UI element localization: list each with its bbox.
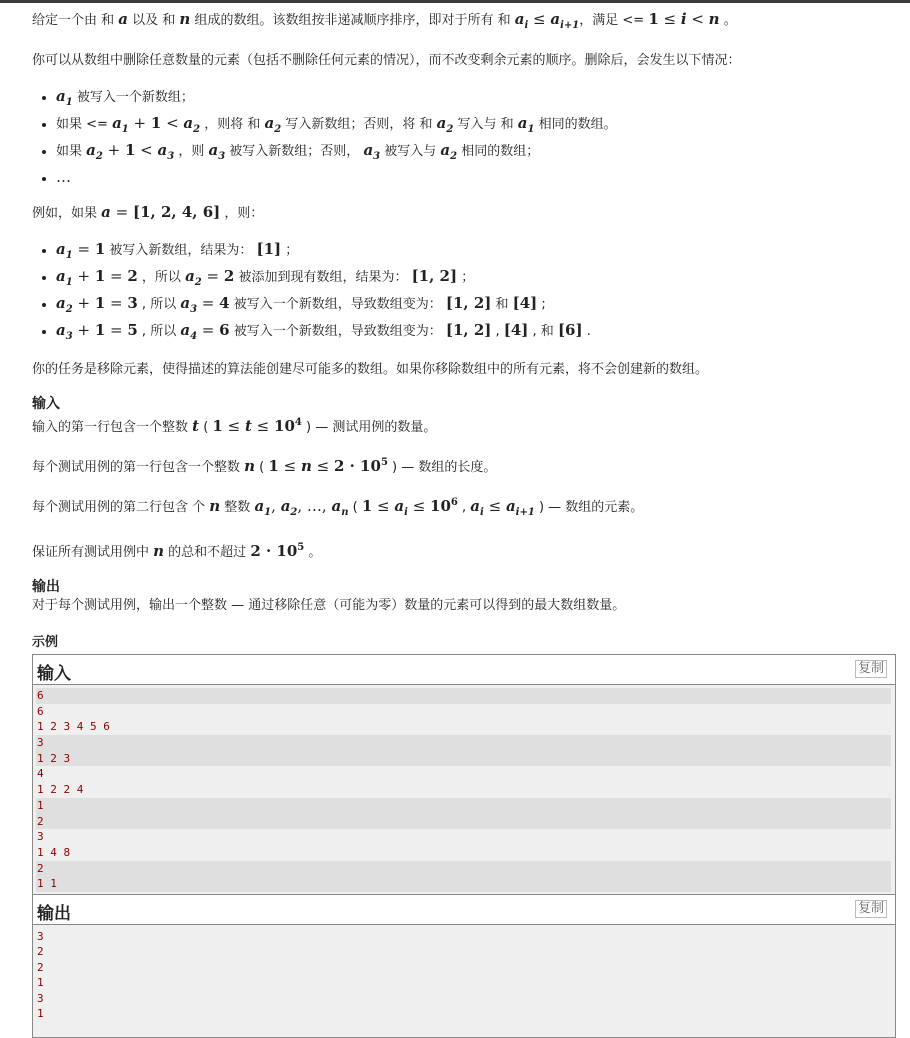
math-var: $a_3$ bbox=[180, 294, 198, 315]
text-run: 被添加到现有数组，结果为： bbox=[234, 270, 412, 285]
text-run: ，则 bbox=[174, 144, 209, 159]
math-operator: < bbox=[686, 10, 709, 28]
math-number: [6] bbox=[557, 321, 583, 339]
text-run: , 所以 bbox=[137, 297, 181, 312]
math-operator: = bbox=[201, 267, 224, 285]
text-run: 写入新数组；否则，将 和 bbox=[281, 117, 437, 132]
input-section-title: 输入 bbox=[32, 396, 60, 412]
math-operator: = bbox=[72, 240, 95, 258]
input-line: 3 bbox=[36, 735, 891, 751]
sample-input-label: 输入 bbox=[37, 664, 71, 684]
example-intro bbox=[32, 202, 896, 224]
text-run: 被写入与 bbox=[380, 144, 441, 159]
input-line: 3 bbox=[37, 830, 44, 844]
math-number: 3 bbox=[127, 294, 138, 312]
output-line: 1 bbox=[37, 1007, 44, 1021]
text-run: 以及 和 bbox=[128, 13, 180, 28]
math-operator: + bbox=[72, 321, 95, 339]
math-operator: ≤ bbox=[278, 457, 301, 475]
math-number: [1, 2, 4, 6] bbox=[132, 203, 221, 221]
math-number: $2 \cdot 10^5$ bbox=[333, 457, 388, 475]
math-operator: < bbox=[161, 114, 184, 132]
text-run: ( bbox=[255, 460, 269, 475]
math-number: 2 bbox=[223, 267, 235, 285]
input-line: 1 2 3 bbox=[36, 751, 891, 767]
math-operator: … bbox=[56, 168, 71, 186]
input-line-4 bbox=[32, 538, 896, 563]
math-number: $2 \cdot 10^5$ bbox=[250, 542, 305, 560]
math-number: [1, 2] bbox=[445, 321, 492, 339]
math-operator: = bbox=[197, 321, 220, 339]
math-number: $10^6$ bbox=[430, 497, 458, 515]
samples-title: 示例 bbox=[32, 635, 59, 650]
math-number: 1 bbox=[648, 10, 659, 28]
math-operator: = bbox=[197, 294, 220, 312]
math-var: n bbox=[244, 457, 256, 475]
text-run: 被写入一个新数组，导致数组变为： bbox=[229, 297, 446, 312]
math-number: 2 bbox=[127, 267, 138, 285]
sample-output-label: 输出 bbox=[37, 903, 71, 924]
input-line: 2 bbox=[36, 814, 891, 830]
math-var: $a_{i+1}$ bbox=[550, 10, 580, 31]
math-var: i bbox=[680, 10, 687, 28]
math-var: $a_3$ bbox=[157, 141, 175, 162]
math-operator: , bbox=[271, 497, 281, 515]
text-run: ) — 数组的元素。 bbox=[534, 500, 644, 515]
math-number: 5 bbox=[127, 321, 138, 339]
output-description: 对于每个测试用例，输出一个整数 — 通过移除任意（可能为零）数量的元素可以得到的最大数组数量。 bbox=[32, 598, 626, 613]
sample-input-content[interactable] bbox=[33, 685, 895, 894]
math-operator: ≤ bbox=[222, 417, 245, 435]
text-run: , bbox=[491, 324, 504, 339]
math-operator: + bbox=[72, 267, 95, 285]
text-run: , bbox=[457, 500, 471, 515]
math-var: n bbox=[708, 10, 720, 28]
text-run: 输入的第一行包含一个整数 bbox=[32, 420, 193, 435]
math-number: 1 bbox=[361, 497, 373, 515]
math-var: $a_2$ bbox=[56, 294, 73, 315]
text-run: 被写入一个新数组； bbox=[72, 90, 194, 105]
text-run: ； bbox=[457, 270, 475, 285]
math-var: $a_1$ bbox=[56, 87, 73, 108]
math-var: $a_1$ bbox=[112, 114, 129, 135]
list-item bbox=[56, 167, 896, 189]
math-var: $a_2$ bbox=[436, 114, 454, 135]
input-line: 6 bbox=[36, 688, 891, 704]
math-var: $a_3$ bbox=[208, 141, 226, 162]
text-run: 的总和不超过 bbox=[164, 545, 251, 560]
text-run: , 所以 bbox=[137, 324, 181, 339]
text-run: 每个测试用例的第一行包含一个整数 bbox=[32, 460, 245, 475]
text-run: 被写入新数组，结果为： bbox=[105, 243, 257, 258]
input-line: 4 bbox=[37, 767, 44, 781]
math-number: 1 bbox=[94, 240, 106, 258]
input-line: 2 bbox=[36, 861, 891, 877]
math-operator: = bbox=[105, 267, 128, 285]
removal-paragraph: 你可以从数组中删除任意数量的元素（包括不删除任何元素的情况），而不改变剩余元素的顺序。删除后，会发生以下情况： bbox=[32, 53, 741, 68]
output-section-title: 输出 bbox=[32, 579, 60, 595]
math-var: n bbox=[179, 10, 191, 28]
math-number: 1 bbox=[150, 114, 162, 132]
sample-output-header bbox=[33, 895, 895, 925]
list-item bbox=[56, 266, 896, 293]
rules-list bbox=[32, 86, 896, 189]
math-operator: ≤ bbox=[483, 497, 506, 515]
math-number: 6 bbox=[219, 321, 230, 339]
sample-output-box bbox=[32, 895, 896, 1038]
copy-output-button[interactable]: 复制 bbox=[855, 900, 887, 918]
math-var: $a_1$ bbox=[517, 114, 535, 135]
sample-input-header bbox=[33, 655, 895, 685]
math-var: $a_2$ bbox=[264, 114, 282, 135]
math-var: n bbox=[153, 542, 165, 560]
input-line-3 bbox=[32, 493, 896, 523]
text-run: ) — 数组的长度。 bbox=[387, 460, 497, 475]
text-run: ，则： bbox=[220, 206, 264, 221]
input-line: 1 2 2 4 bbox=[37, 783, 84, 797]
output-line: 2 bbox=[37, 945, 44, 959]
math-var: $a_{i+1}$ bbox=[505, 497, 535, 518]
task-paragraph: 你的任务是移除元素，使得描述的算法能创建尽可能多的数组。如果你移除数组中的所有元素，将不会创建新的数组。 bbox=[32, 362, 709, 377]
math-var: $a_1$ bbox=[254, 497, 272, 518]
math-operator: ≤ bbox=[407, 497, 431, 515]
math-number: 1 bbox=[268, 457, 279, 475]
math-var: $a_2$ bbox=[440, 141, 458, 162]
list-item bbox=[56, 320, 896, 347]
math-operator: = bbox=[105, 321, 128, 339]
math-var: $a_1$ bbox=[56, 267, 73, 288]
math-operator: = bbox=[105, 294, 128, 312]
math-number: 1 bbox=[212, 417, 223, 435]
text-run: ，则将 和 bbox=[200, 117, 265, 132]
output-line: 3 bbox=[37, 991, 44, 1005]
math-var: t bbox=[192, 417, 200, 435]
text-run: 写入与 和 bbox=[453, 117, 518, 132]
output-line: 1 bbox=[37, 976, 44, 990]
list-item bbox=[56, 293, 896, 320]
math-operator: = bbox=[110, 203, 133, 221]
math-var: $a_i$ bbox=[514, 10, 529, 31]
text-run: 。 bbox=[719, 13, 737, 28]
example-steps-list bbox=[32, 239, 896, 347]
list-item bbox=[56, 86, 896, 113]
math-var: $a_3$ bbox=[56, 321, 73, 342]
math-var: $a_i$ bbox=[470, 497, 484, 518]
math-var: $a_3$ bbox=[363, 141, 381, 162]
math-operator: ≤ bbox=[658, 10, 681, 28]
math-operator: ≤ bbox=[372, 497, 395, 515]
math-number: 1 bbox=[94, 294, 106, 312]
text-run: 被写入新数组；否则， bbox=[225, 144, 364, 159]
math-number: [4] bbox=[503, 321, 529, 339]
text-run: ) — 测试用例的数量。 bbox=[301, 420, 437, 435]
text-run: 保证所有测试用例中 bbox=[32, 545, 154, 560]
text-run: 给定一个由 和 bbox=[32, 13, 119, 28]
math-operator: ≤ bbox=[528, 10, 551, 28]
math-number: 1 bbox=[94, 321, 106, 339]
math-var: $a_4$ bbox=[180, 321, 198, 342]
input-line: 1 2 3 4 5 6 bbox=[37, 720, 110, 734]
text-run: ( bbox=[199, 420, 213, 435]
text-run: . bbox=[582, 324, 591, 339]
text-run: 每个测试用例的第二行包含 个 bbox=[32, 500, 210, 515]
text-run: ； bbox=[281, 243, 299, 258]
math-number: 1 bbox=[124, 141, 136, 159]
text-run: ( bbox=[348, 500, 362, 515]
math-number: [4] bbox=[512, 294, 538, 312]
text-run: 整数 bbox=[220, 500, 255, 515]
text-run: ; bbox=[537, 297, 546, 312]
text-run: 如果 bbox=[56, 144, 87, 159]
text-run: 相同的数组； bbox=[457, 144, 540, 159]
math-var: n bbox=[209, 497, 221, 515]
math-operator: ≤ bbox=[251, 417, 275, 435]
input-line: 1 1 bbox=[36, 876, 891, 892]
text-run: 。 bbox=[304, 545, 322, 560]
math-var: a bbox=[101, 203, 111, 221]
math-number: [1] bbox=[256, 240, 282, 258]
math-operator: + bbox=[128, 114, 151, 132]
list-item bbox=[56, 113, 896, 140]
output-line: 2 bbox=[37, 960, 44, 974]
text-run: ，满足 <= bbox=[579, 13, 649, 28]
text-run: ，所以 bbox=[137, 270, 186, 285]
math-var: a bbox=[118, 10, 128, 28]
input-line-1 bbox=[32, 413, 896, 438]
math-var: $a_2$ bbox=[280, 497, 298, 518]
math-number: 4 bbox=[219, 294, 230, 312]
input-line: 6 bbox=[37, 704, 44, 718]
math-number: 1 bbox=[94, 267, 106, 285]
copy-input-button[interactable]: 复制 bbox=[855, 660, 887, 678]
math-operator: + bbox=[102, 141, 125, 159]
math-operator: , …, bbox=[297, 497, 332, 515]
input-line: 1 4 8 bbox=[37, 845, 71, 859]
input-line: 1 bbox=[36, 798, 891, 814]
math-operator: ≤ bbox=[311, 457, 334, 475]
math-number: [1, 2] bbox=[411, 267, 458, 285]
math-var: $a_n$ bbox=[331, 497, 349, 518]
list-item bbox=[56, 140, 896, 167]
text-run: 例如，如果 bbox=[32, 206, 102, 221]
text-run: 被写入一个新数组，导致数组变为： bbox=[229, 324, 446, 339]
text-run: , 和 bbox=[528, 324, 558, 339]
math-var: $a_2$ bbox=[86, 141, 103, 162]
math-number: $10^4$ bbox=[274, 417, 302, 435]
math-var: $a_i$ bbox=[394, 497, 408, 518]
input-line-2 bbox=[32, 453, 896, 478]
top-bar bbox=[0, 0, 910, 3]
sample-input-box bbox=[32, 654, 896, 895]
text-run: 组成的数组。该数组按非递减顺序排序，即对于所有 和 bbox=[190, 13, 515, 28]
list-item bbox=[56, 239, 896, 266]
math-operator: + bbox=[72, 294, 95, 312]
text-run: 如果 <= bbox=[56, 117, 113, 132]
math-var: $a_2$ bbox=[183, 114, 201, 135]
math-number: [1, 2] bbox=[445, 294, 492, 312]
sample-output-content[interactable] bbox=[33, 925, 895, 1037]
text-run: 和 bbox=[491, 297, 513, 312]
output-line: 3 bbox=[37, 929, 44, 943]
math-var: $a_1$ bbox=[56, 240, 73, 261]
math-operator: < bbox=[135, 141, 158, 159]
math-var: $a_2$ bbox=[185, 267, 202, 288]
math-var: n bbox=[300, 457, 312, 475]
intro-paragraph bbox=[32, 9, 896, 36]
problem-statement bbox=[32, 9, 896, 1038]
text-run: 相同的数组。 bbox=[534, 117, 617, 132]
math-var: t bbox=[244, 417, 252, 435]
